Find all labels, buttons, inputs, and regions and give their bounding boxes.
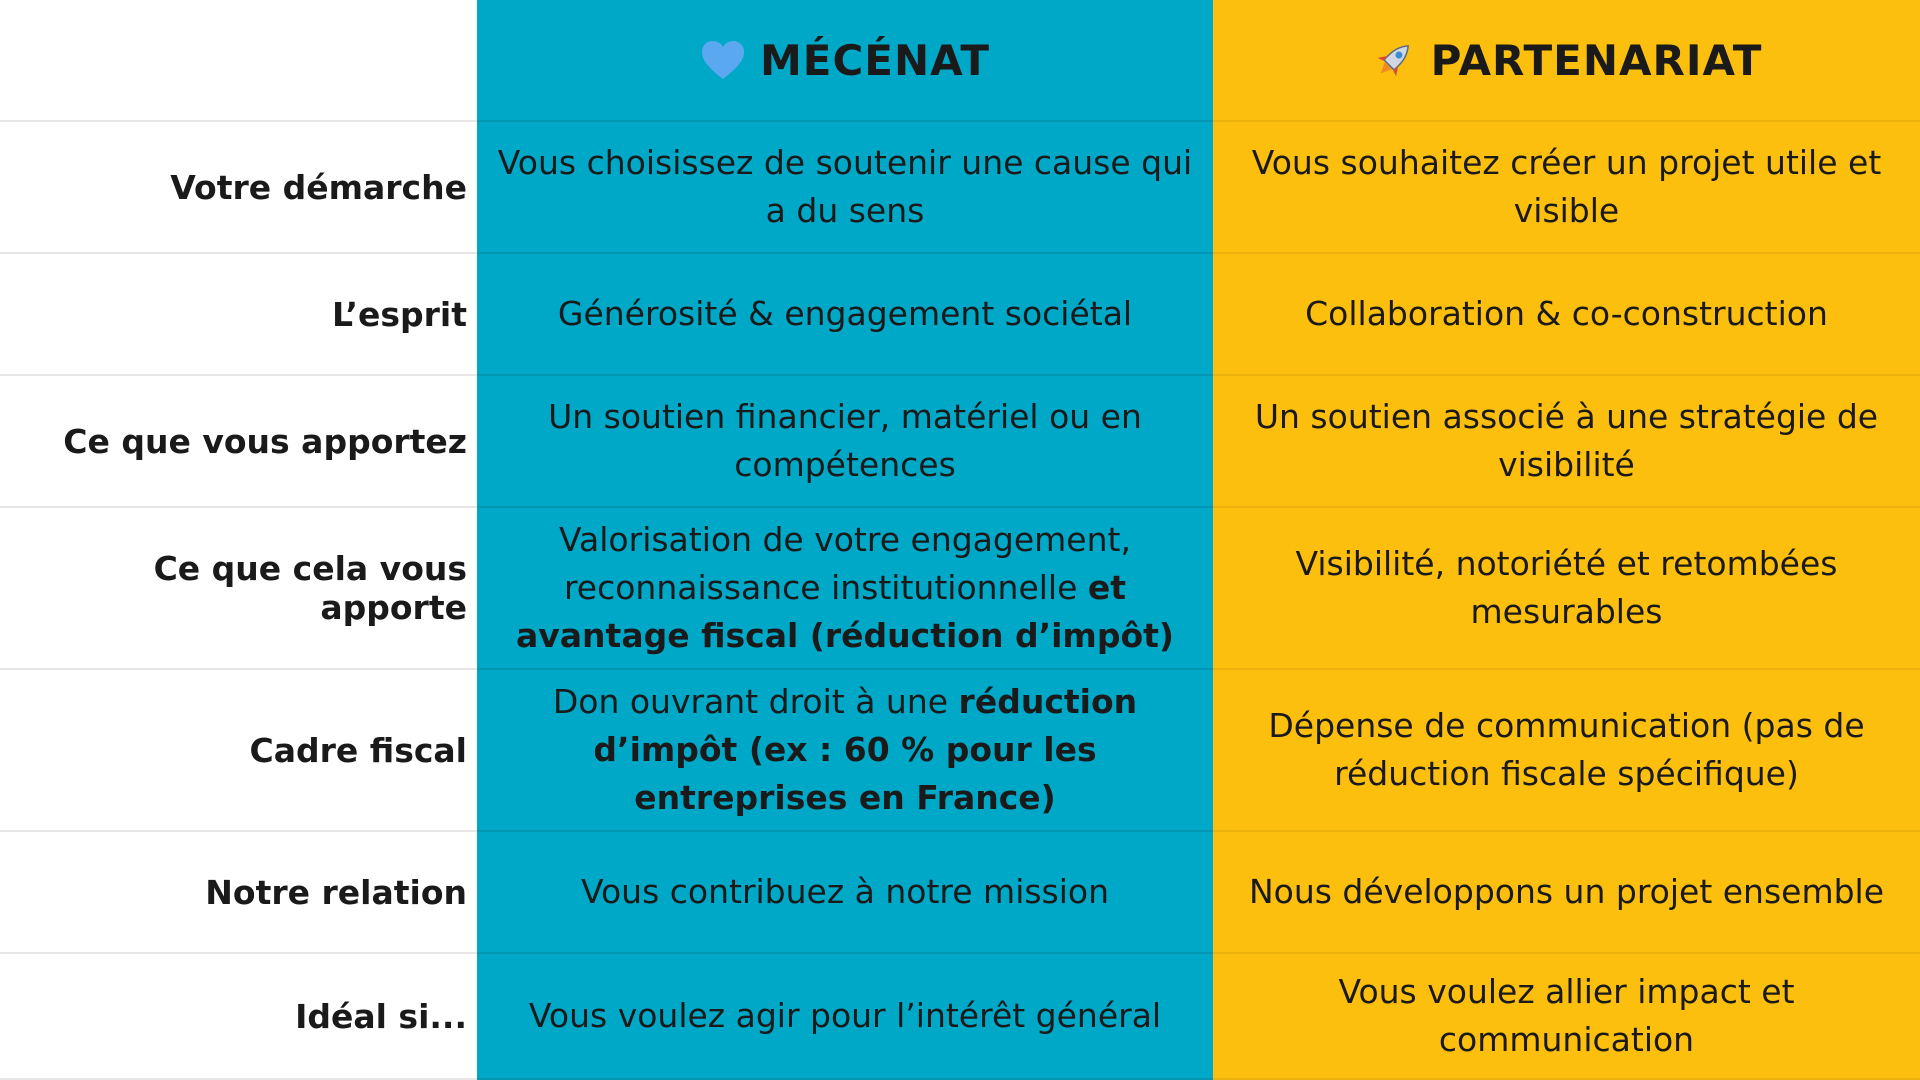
header-mecenat <box>477 0 1213 122</box>
cell-text <box>487 678 1203 822</box>
mecenat-cell <box>477 832 1213 954</box>
heart-icon <box>700 37 746 83</box>
partenariat-cell <box>1213 954 1920 1080</box>
cell-text: Dépense de communication (pas de réduction fiscale spécifique) <box>1268 706 1865 793</box>
header-mecenat-title: MÉCÉNAT <box>759 35 991 85</box>
header-partenariat <box>1213 0 1920 122</box>
row-label: Idéal si... <box>0 954 477 1080</box>
header-partenariat-title: PARTENARIAT <box>1430 35 1763 85</box>
row-label: L’esprit <box>0 254 477 376</box>
cell-text: Vous voulez allier impact et communication <box>1338 972 1795 1059</box>
cell-text: Un soutien associé à une stratégie de visibilité <box>1254 397 1879 484</box>
cell-text-regular: Valorisation de votre engagement, reconnaissance institutionnelle <box>559 520 1131 607</box>
partenariat-cell <box>1213 376 1920 508</box>
partenariat-cell <box>1213 832 1920 954</box>
mecenat-cell <box>477 376 1213 508</box>
cell-text: Générosité & engagement sociétal <box>557 294 1133 333</box>
mecenat-cell <box>477 122 1213 254</box>
cell-text: Un soutien financier, matériel ou en compétences <box>548 397 1142 484</box>
partenariat-cell <box>1213 254 1920 376</box>
mecenat-cell <box>477 508 1213 670</box>
partenariat-cell <box>1213 670 1920 832</box>
mecenat-cell <box>477 254 1213 376</box>
row-label: Ce que cela vous apporte <box>0 508 477 670</box>
row-label: Cadre fiscal <box>0 670 477 832</box>
cell-text: Vous voulez agir pour l’intérêt général <box>528 996 1162 1035</box>
cell-text-bold: réduction d’impôt (ex : 60 % pour les entreprises en France) <box>593 682 1138 817</box>
cell-text: Visibilité, notoriété et retombées mesurables <box>1295 544 1838 631</box>
mecenat-cell <box>477 670 1213 832</box>
cell-text: Vous choisissez de soutenir une cause qui a du sens <box>497 143 1193 230</box>
row-label: Votre démarche <box>0 122 477 254</box>
cell-text <box>487 516 1203 660</box>
cell-text: Collaboration & co-construction <box>1305 294 1828 333</box>
cell-text-regular: Don ouvrant droit à une <box>552 682 959 721</box>
cell-text: Vous souhaitez créer un projet utile et visible <box>1251 143 1882 230</box>
partenariat-cell <box>1213 508 1920 670</box>
cell-text-bold: et avantage fiscal (réduction d’impôt) <box>516 568 1174 655</box>
partenariat-cell <box>1213 122 1920 254</box>
row-label: Notre relation <box>0 832 477 954</box>
rocket-icon <box>1371 37 1417 83</box>
mecenat-cell <box>477 954 1213 1080</box>
row-label: Ce que vous apportez <box>0 376 477 508</box>
header-corner <box>0 0 477 122</box>
cell-text: Vous contribuez à notre mission <box>580 872 1110 911</box>
cell-text: Nous développons un projet ensemble <box>1248 872 1885 911</box>
